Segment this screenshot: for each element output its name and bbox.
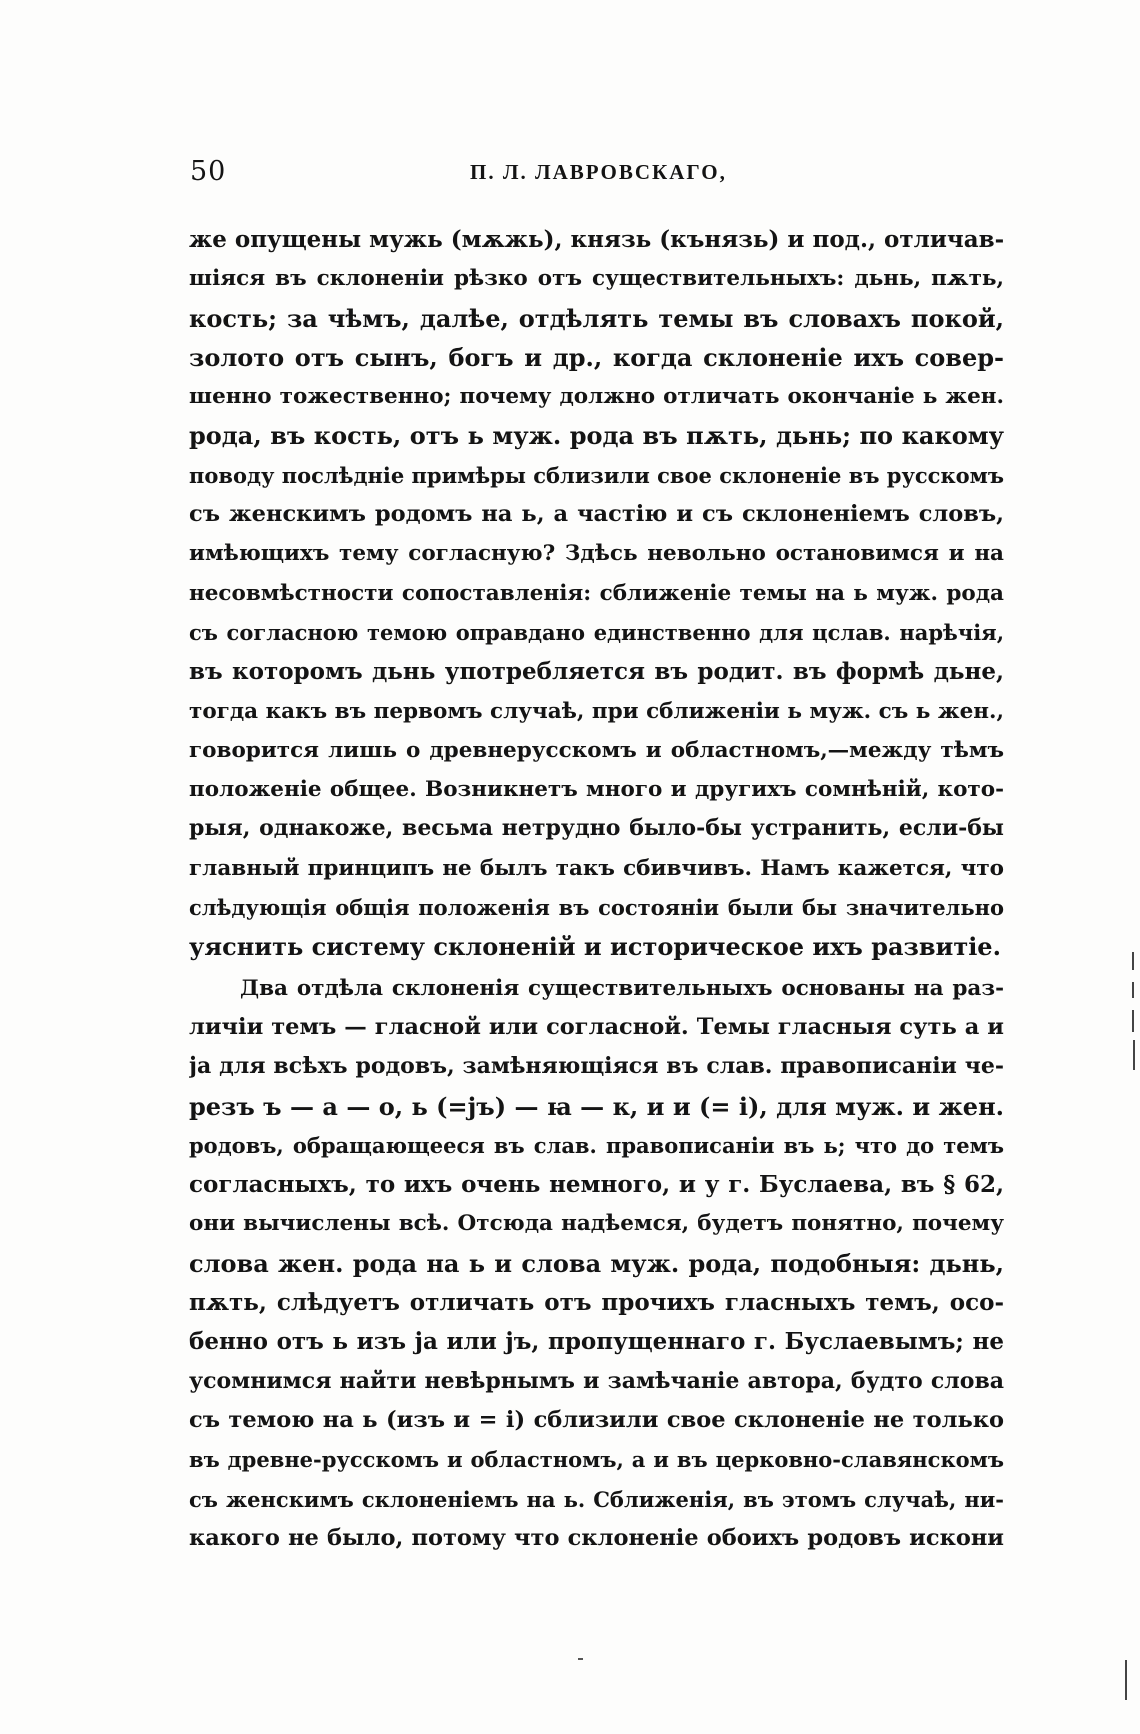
text-line: же опущены мужь (мѫжь), князь (кънязь) и под., отличав- xyxy=(189,226,1004,253)
text-line: ја для всѣхъ родовъ, замѣняющіяся въ слав. правописаніи че- xyxy=(189,1053,1004,1080)
text-line: уяснить систему склоненій и историческое ихъ развитіе. xyxy=(189,932,1001,962)
running-head xyxy=(190,156,1005,196)
paragraph xyxy=(189,969,1004,1558)
text-line: усомнимся найти невѣрнымъ и замѣчаніе автора, будто слова xyxy=(189,1367,1004,1394)
text-line: они вычислены всѣ. Отсюда надѣемся, будетъ понятно, почему xyxy=(189,1211,1004,1237)
text-line: съ согласною темою оправдано единственно для цслав. нарѣчія, xyxy=(189,619,1004,645)
text-line: поводу послѣдніе примѣры сблизили свое склоненіе въ русскомъ xyxy=(189,462,1004,488)
text-line: слѣдующія общія положенія въ состояніи были бы значительно xyxy=(189,895,1004,921)
text-line: рыя, однакоже, весьма нетрудно было-бы устранить, если-бы xyxy=(189,815,1004,842)
text-line: согласныхъ, то ихъ очень немного, и у г. Буслаева, въ § 62, xyxy=(189,1171,1004,1199)
page-number: 50 xyxy=(190,156,227,187)
text-line: главный принципъ не былъ такъ сбивчивъ. Намъ кажется, что xyxy=(189,855,1004,881)
text-line: въ древне-русскомъ и областномъ, а и въ церковно-славянскомъ xyxy=(189,1447,1004,1473)
text-line: рода, въ кость, отъ ь муж. рода въ пѫть, дьнь; по какому xyxy=(189,421,1004,451)
text-line: несовмѣстности сопоставленія: сближеніе темы на ь муж. рода xyxy=(189,580,1004,606)
text-line: говорится лишь о древнерусскомъ и областномъ,—между тѣмъ xyxy=(189,737,1004,763)
text-line: слова жен. рода на ь и слова муж. рода, подобныя: дьнь, xyxy=(189,1248,1004,1278)
text-line: въ которомъ дьнь употребляется въ родит. въ формѣ дьне, xyxy=(189,658,1004,686)
text-line: золото отъ сынъ, богъ и др., когда склоненіе ихъ совер- xyxy=(189,342,1004,372)
text-line: Два отдѣла склоненія существительныхъ основаны на раз- xyxy=(240,975,1004,1001)
text-line: шенно тожественно; почему должно отличать окончаніе ь жен. xyxy=(189,384,1004,410)
text-line: родовъ, обращающееся въ слав. правописаніи въ ь; что до темъ xyxy=(189,1132,1004,1158)
text-line: тогда какъ въ первомъ случаѣ, при сближеніи ь муж. съ ь жен., xyxy=(189,698,1004,724)
text-line: шіяся въ склоненіи рѣзко отъ существительныхъ: дьнь, пѫть, xyxy=(189,266,1004,292)
text-line: бенно отъ ь изъ ја или јъ, пропущеннаго г. Буслаевымъ; не xyxy=(189,1328,1004,1356)
text-line: резъ ъ — а — о, ь (=јъ) — ꙗ — к, и и (= і), для муж. и жен. xyxy=(189,1091,1004,1121)
text-line: какого не было, потому что склоненіе обоихъ родовъ искони xyxy=(189,1524,1004,1551)
text-line: съ женскимъ родомъ на ь, а частію и съ склоненіемъ словъ, xyxy=(189,501,1004,528)
running-head-title: П. Л. ЛАВРОВСКАГО, xyxy=(470,160,727,184)
text-line: кость; за чѣмъ, далѣе, отдѣлять темы въ словахъ покой, xyxy=(189,303,1004,333)
text-line: съ темою на ь (изъ и = і) сблизили свое склоненіе не только xyxy=(189,1406,1004,1433)
scan-artifact-mark xyxy=(1125,1660,1127,1700)
scan-artifact-mark xyxy=(1132,982,1134,998)
text-line: личіи темъ — гласной или согласной. Темы гласныя суть а и xyxy=(189,1013,1004,1040)
scan-artifact-mark xyxy=(1133,1040,1135,1070)
scan-artifact-dash xyxy=(578,1658,583,1660)
text-line: съ женскимъ склоненіемъ на ь. Сближенія, въ этомъ случаѣ, ни- xyxy=(189,1486,1004,1512)
body-text xyxy=(189,220,1004,1558)
paragraph xyxy=(189,220,1004,967)
scan-artifact-mark xyxy=(1132,1010,1134,1032)
scan-artifact-mark xyxy=(1132,952,1134,970)
text-line: пѫть, слѣдуетъ отличать отъ прочихъ гласныхъ темъ, осо- xyxy=(189,1289,1004,1317)
text-line: имѣющихъ тему согласную? Здѣсь невольно остановимся и на xyxy=(189,541,1004,567)
text-line: положеніе общее. Возникнетъ много и другихъ сомнѣній, кото- xyxy=(189,777,1004,803)
